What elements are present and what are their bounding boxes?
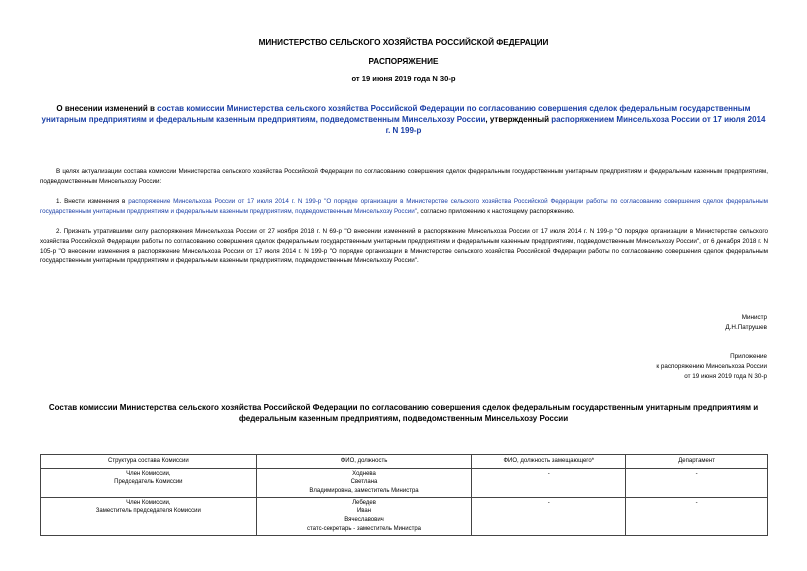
table-row: [41, 468, 768, 497]
signature-block: [725, 313, 767, 333]
header-substitute: ФИО, должность замещающего*: [472, 455, 626, 469]
cell-text: Иван: [356, 508, 372, 515]
title-text-2: , утвержденный: [485, 114, 552, 124]
document-date: от 19 июня 2019 года N 30-р: [351, 74, 456, 83]
cell-text: Член Комиссии,: [126, 499, 171, 506]
signature-name: Д.Н.Патрушев: [725, 323, 767, 331]
cell-text: Вячеславович: [344, 517, 384, 524]
cell-text: Светлана: [350, 479, 378, 486]
cell-text: Лебедев: [352, 499, 376, 506]
header-person: ФИО, должность: [256, 455, 472, 469]
appendix-block: [656, 352, 767, 381]
item-1-link-order[interactable]: распоряжение Минсельхоза России от 17 июля 2014 г. N 199-р "О порядке организации в Министерстве сельского хозяйства Российской Федерации работы по согласованию совершения сделок федеральным государственным унитарным предприятиям и федеральным казенным предприятиям, подведомственным Минсельхозу России": [40, 198, 768, 215]
item-1-text-b: , согласно приложению к настоящему распоряжению.: [417, 207, 575, 215]
cell-role: [41, 497, 257, 535]
cell-department: -: [626, 468, 768, 497]
commission-table: [40, 454, 768, 536]
cell-department: -: [626, 497, 768, 535]
cell-role: [41, 468, 257, 497]
cell-text: Владимировна, заместитель Министра: [309, 488, 419, 495]
title-link-commission[interactable]: состав комиссии Министерства сельского хозяйства Российской Федерации по согласованию совершения сделок федеральным государственным унитарным предприятиям и федеральным казенным предприятиям, подведомственным Минсельхозу России: [41, 104, 751, 124]
cell-substitute: -: [472, 497, 626, 535]
signature-position: Министр: [741, 314, 767, 321]
table-row: [41, 497, 768, 535]
table-header-row: [41, 455, 768, 469]
paragraph-item-2: 2. Признать утратившими силу распоряжения Минсельхоза России от 27 ноября 2018 г. N 69-р "О внесении изменений в распоряжение Минсельхоза России от 17 июля 2014 г. N 199-р "О порядке организации в Министерстве сельского хозяйства Российской Федерации работы по согласованию совершения сделок федеральным государственным унитарным предприятиям и федеральным казенным предприятиям, подведомственным Минсельхозу России", от 6 декабря 2018 г. N 105-р "О внесении изменения в распоряжение Минсельхоза России от 17 июля 2014 г. N 199-р "О порядке организации в Министерстве сельского хозяйства Российской Федерации работы по согласованию совершения сделок федеральным государственным унитарным предприятиям и федеральным казенным предприятиям, подведомственным Минсельхозу России".: [40, 228, 768, 265]
title-text-1: О внесении изменений в: [56, 104, 158, 113]
title-link-order[interactable]: распоряжением Минсельхоза России от 17 июля 2014 г. N 199-р: [385, 114, 766, 135]
cell-text: Член Комиссии,: [126, 470, 171, 477]
paragraph-intro: В целях актуализации состава комиссии Министерства сельского хозяйства Российской Федерации по согласованию совершения сделок федеральным государственным унитарным предприятиям и федеральным казенным предприятиям, подведомственным Минсельхозу России:: [40, 168, 768, 185]
composition-title: Состав комиссии Министерства сельского хозяйства Российской Федерации по согласованию совершения сделок федеральным государственным унитарным предприятиям и федеральным казенным предприятиям, подведомственным Минсельхозу России: [48, 403, 759, 423]
ministry-heading: МИНИСТЕРСТВО СЕЛЬСКОГО ХОЗЯЙСТВА РОССИЙСКОЙ ФЕДЕРАЦИИ: [258, 38, 549, 47]
appendix-line-1: Приложение: [730, 353, 767, 360]
appendix-line-3: от 19 июня 2019 года N 30-р: [684, 372, 767, 380]
cell-text: статс-секретарь - заместитель Министра: [307, 525, 422, 532]
cell-person: [256, 497, 472, 535]
header-structure: Структура состава Комиссии: [41, 455, 257, 469]
header-department: Департамент: [626, 455, 768, 469]
document-type: РАСПОРЯЖЕНИЕ: [368, 57, 439, 66]
appendix-line-2: к распоряжению Минсельхоза России: [656, 362, 767, 370]
cell-person: [256, 468, 472, 497]
cell-text: Председатель Комиссии: [114, 479, 183, 486]
cell-substitute: -: [472, 468, 626, 497]
cell-text: Ходнева: [352, 470, 376, 477]
document-title: [40, 104, 767, 136]
paragraph-item-1: [40, 197, 768, 217]
cell-text: Заместитель председателя Комиссии: [95, 508, 201, 515]
item-1-text-a: 1. Внести изменения в: [56, 198, 129, 205]
